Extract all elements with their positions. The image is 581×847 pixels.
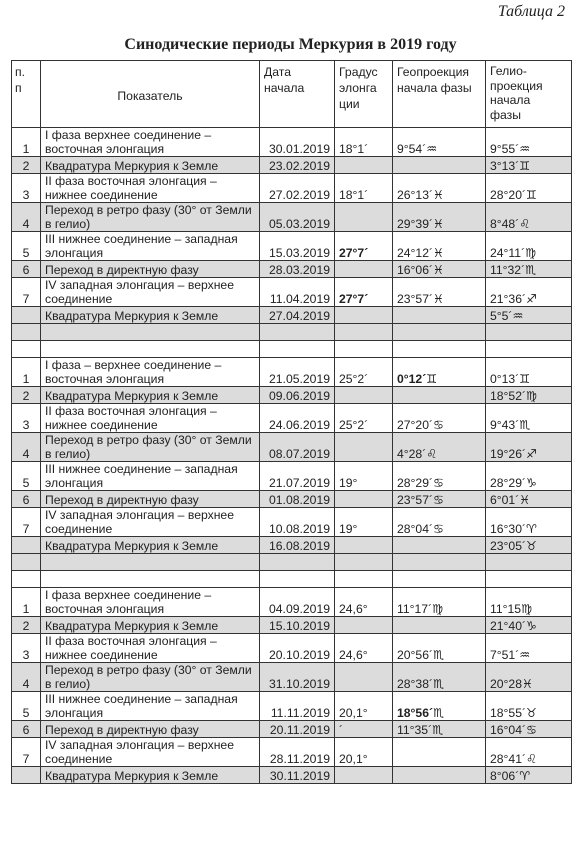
table-title: Синодические периоды Меркурия в 2019 году bbox=[124, 36, 457, 53]
cell-number bbox=[12, 537, 41, 554]
cell-geoprojection bbox=[393, 738, 486, 767]
cell-number: 1 bbox=[12, 128, 41, 157]
cell-geoprojection bbox=[393, 341, 486, 358]
cell-date: 04.09.2019 bbox=[260, 588, 335, 617]
cell-indicator: Квадратура Меркурия к Земле bbox=[41, 537, 260, 554]
cell-geoprojection: 23°57´♓ bbox=[393, 278, 486, 307]
cell-helioprojection: 16°30´♈ bbox=[486, 508, 572, 537]
cell-indicator: I фаза верхнее соединение – восточная элонгация bbox=[41, 128, 260, 157]
cell-helioprojection: 20°28♓ bbox=[486, 663, 572, 692]
cell-elongation bbox=[335, 387, 393, 404]
cell-indicator: II фаза восточная элонгация – нижнее соединение bbox=[41, 174, 260, 203]
cell-geoprojection bbox=[393, 387, 486, 404]
cell-date: 30.11.2019 bbox=[260, 767, 335, 784]
cell-indicator: III нижнее соединение – западная элонгация bbox=[41, 232, 260, 261]
cell-elongation: 19° bbox=[335, 462, 393, 491]
cell-number bbox=[12, 767, 41, 784]
cell-indicator: Переход в директную фазу bbox=[41, 261, 260, 278]
cell-elongation: 19° bbox=[335, 508, 393, 537]
cell-elongation bbox=[335, 663, 393, 692]
cell-helioprojection: 8°06´♈ bbox=[486, 767, 572, 784]
cell-date: 31.10.2019 bbox=[260, 663, 335, 692]
cell-indicator: III нижнее соединение – западная элонгация bbox=[41, 462, 260, 491]
table-row bbox=[12, 738, 572, 767]
cell-number: 7 bbox=[12, 278, 41, 307]
cell-elongation: 24,6° bbox=[335, 588, 393, 617]
cell-elongation bbox=[335, 341, 393, 358]
cell-date bbox=[260, 571, 335, 588]
cell-helioprojection: 6°01´♓ bbox=[486, 491, 572, 508]
header-elong-line-2: элонга bbox=[339, 81, 377, 95]
cell-geoprojection bbox=[393, 157, 486, 174]
cell-helioprojection: 18°52´♍ bbox=[486, 387, 572, 404]
cell-indicator: Квадратура Меркурия к Земле bbox=[41, 307, 260, 324]
cell-helioprojection: 9°43´♏ bbox=[486, 404, 572, 433]
cell-elongation bbox=[335, 324, 393, 341]
cell-date: 08.07.2019 bbox=[260, 433, 335, 462]
cell-helioprojection: 28°20´♊ bbox=[486, 174, 572, 203]
cell-indicator: II фаза восточная элонгация – нижнее соединение bbox=[41, 404, 260, 433]
header-date-line-2: начала bbox=[264, 81, 305, 95]
table-row bbox=[12, 433, 572, 462]
cell-date: 11.11.2019 bbox=[260, 692, 335, 721]
table-row bbox=[12, 232, 572, 261]
cell-geoprojection: 28°38´♏ bbox=[393, 663, 486, 692]
cell-helioprojection bbox=[486, 341, 572, 358]
cell-indicator: Квадратура Меркурия к Земле bbox=[41, 767, 260, 784]
header-elong-line-3: ции bbox=[339, 97, 360, 111]
cell-geoprojection: 11°35´♏ bbox=[393, 721, 486, 738]
cell-number: 6 bbox=[12, 491, 41, 508]
cell-elongation bbox=[335, 491, 393, 508]
table-row bbox=[12, 462, 572, 491]
cell-helioprojection: 23°05´♉ bbox=[486, 537, 572, 554]
table-row bbox=[12, 203, 572, 232]
spacer-row bbox=[12, 571, 572, 588]
spacer-row bbox=[12, 324, 572, 341]
cell-elongation: 20,1° bbox=[335, 692, 393, 721]
table-row bbox=[12, 617, 572, 634]
cell-elongation: 25°2´ bbox=[335, 358, 393, 387]
table-row bbox=[12, 767, 572, 784]
cell-indicator: Квадратура Меркурия к Земле bbox=[41, 387, 260, 404]
header-helio-line-1: Гелио- bbox=[490, 64, 527, 78]
cell-date: 27.04.2019 bbox=[260, 307, 335, 324]
cell-elongation bbox=[335, 433, 393, 462]
cell-date: 20.11.2019 bbox=[260, 721, 335, 738]
cell-helioprojection bbox=[486, 324, 572, 341]
cell-number: 7 bbox=[12, 738, 41, 767]
spacer-row bbox=[12, 341, 572, 358]
cell-geoprojection: 23°57´♋ bbox=[393, 491, 486, 508]
cell-indicator: I фаза верхнее соединение – восточная элонгация bbox=[41, 588, 260, 617]
header-geo-line-2: начала фазы bbox=[397, 81, 472, 95]
cell-number: 5 bbox=[12, 462, 41, 491]
table-row bbox=[12, 537, 572, 554]
cell-elongation: 18°1´ bbox=[335, 128, 393, 157]
cell-elongation: 20,1° bbox=[335, 738, 393, 767]
cell-geoprojection bbox=[393, 571, 486, 588]
table-row bbox=[12, 404, 572, 433]
cell-helioprojection: 8°48´♌ bbox=[486, 203, 572, 232]
cell-date: 24.06.2019 bbox=[260, 404, 335, 433]
header-num bbox=[12, 61, 41, 128]
cell-date: 28.03.2019 bbox=[260, 261, 335, 278]
cell-number: 4 bbox=[12, 203, 41, 232]
cell-date bbox=[260, 554, 335, 571]
cell-date: 21.07.2019 bbox=[260, 462, 335, 491]
cell-number bbox=[12, 571, 41, 588]
table-row bbox=[12, 278, 572, 307]
cell-helioprojection: 5°5´♒ bbox=[486, 307, 572, 324]
spacer-row bbox=[12, 554, 572, 571]
cell-elongation bbox=[335, 554, 393, 571]
cell-indicator: Переход в директную фазу bbox=[41, 721, 260, 738]
cell-number bbox=[12, 341, 41, 358]
cell-elongation bbox=[335, 307, 393, 324]
cell-helioprojection: 21°40´♑ bbox=[486, 617, 572, 634]
cell-elongation: 18°1´ bbox=[335, 174, 393, 203]
header-num-line-2: п bbox=[15, 81, 22, 95]
cell-helioprojection: 9°55´♒ bbox=[486, 128, 572, 157]
cell-geoprojection: 18°56´♏ bbox=[393, 692, 486, 721]
header-geo-line-1: Геопроекция bbox=[397, 65, 469, 79]
cell-geoprojection: 26°13´♓ bbox=[393, 174, 486, 203]
cell-indicator: Переход в директную фазу bbox=[41, 491, 260, 508]
cell-date: 11.04.2019 bbox=[260, 278, 335, 307]
cell-date: 10.08.2019 bbox=[260, 508, 335, 537]
cell-indicator: I фаза – верхнее соединение – восточная элонгация bbox=[41, 358, 260, 387]
cell-helioprojection: 7°51´♒ bbox=[486, 634, 572, 663]
cell-geoprojection bbox=[393, 767, 486, 784]
cell-geoprojection: 28°04´♋ bbox=[393, 508, 486, 537]
header-num-line-1: п. bbox=[15, 65, 25, 79]
cell-helioprojection: 11°32´♏ bbox=[486, 261, 572, 278]
header-date-line-1: Дата bbox=[264, 65, 291, 79]
cell-helioprojection: 28°41´♌ bbox=[486, 738, 572, 767]
cell-number: 3 bbox=[12, 404, 41, 433]
cell-date bbox=[260, 341, 335, 358]
cell-number: 4 bbox=[12, 663, 41, 692]
cell-number: 6 bbox=[12, 261, 41, 278]
table-row bbox=[12, 692, 572, 721]
cell-geoprojection bbox=[393, 617, 486, 634]
header-helioprojection bbox=[486, 61, 572, 128]
table-row bbox=[12, 307, 572, 324]
cell-geoprojection: 28°29´♋ bbox=[393, 462, 486, 491]
header-row bbox=[12, 61, 572, 128]
cell-helioprojection: 0°13´♊ bbox=[486, 358, 572, 387]
table-row bbox=[12, 491, 572, 508]
cell-date: 15.10.2019 bbox=[260, 617, 335, 634]
table-row bbox=[12, 387, 572, 404]
cell-number: 1 bbox=[12, 588, 41, 617]
cell-number: 5 bbox=[12, 232, 41, 261]
cell-number: 6 bbox=[12, 721, 41, 738]
cell-elongation bbox=[335, 157, 393, 174]
cell-helioprojection: 3°13´♊ bbox=[486, 157, 572, 174]
cell-geoprojection bbox=[393, 537, 486, 554]
cell-geoprojection: 11°17´♍ bbox=[393, 588, 486, 617]
cell-elongation: 25°2´ bbox=[335, 404, 393, 433]
header-elong-line-1: Градус bbox=[339, 65, 378, 79]
cell-date: 01.08.2019 bbox=[260, 491, 335, 508]
table-row bbox=[12, 588, 572, 617]
cell-indicator bbox=[41, 554, 260, 571]
cell-number: 5 bbox=[12, 692, 41, 721]
header-helio-line-3: начала bbox=[490, 93, 531, 107]
cell-geoprojection bbox=[393, 307, 486, 324]
table-row bbox=[12, 261, 572, 278]
cell-elongation bbox=[335, 261, 393, 278]
header-indicator: Показатель bbox=[41, 61, 260, 128]
cell-geoprojection bbox=[393, 324, 486, 341]
table-row bbox=[12, 358, 572, 387]
cell-number bbox=[12, 307, 41, 324]
cell-number: 3 bbox=[12, 634, 41, 663]
header-elongation bbox=[335, 61, 393, 128]
table-number-label: Таблица 2 bbox=[497, 3, 565, 20]
cell-elongation bbox=[335, 203, 393, 232]
cell-indicator: IV западная элонгация – верхнее соединение bbox=[41, 508, 260, 537]
cell-date: 21.05.2019 bbox=[260, 358, 335, 387]
table-row bbox=[12, 663, 572, 692]
header-helio-line-4: фазы bbox=[490, 107, 522, 122]
table-row bbox=[12, 634, 572, 663]
cell-date bbox=[260, 324, 335, 341]
header-geoprojection bbox=[393, 61, 486, 128]
cell-helioprojection: 11°15♍ bbox=[486, 588, 572, 617]
cell-number bbox=[12, 324, 41, 341]
cell-date: 28.11.2019 bbox=[260, 738, 335, 767]
cell-date: 09.06.2019 bbox=[260, 387, 335, 404]
cell-indicator: Квадратура Меркурия к Земле bbox=[41, 617, 260, 634]
cell-helioprojection: 28°29´♑ bbox=[486, 462, 572, 491]
cell-number: 2 bbox=[12, 157, 41, 174]
cell-elongation: 27°7´ bbox=[335, 278, 393, 307]
cell-geoprojection: 4°28´♌ bbox=[393, 433, 486, 462]
cell-geoprojection: 0°12´♊ bbox=[393, 358, 486, 387]
cell-elongation bbox=[335, 571, 393, 588]
cell-number: 2 bbox=[12, 617, 41, 634]
cell-helioprojection: 21°36´♐ bbox=[486, 278, 572, 307]
cell-indicator: IV западная элонгация – верхнее соединение bbox=[41, 278, 260, 307]
cell-geoprojection: 20°56´♏ bbox=[393, 634, 486, 663]
cell-elongation bbox=[335, 537, 393, 554]
header-helio-line-2: проекция bbox=[490, 78, 543, 93]
table-body bbox=[12, 128, 572, 784]
cell-helioprojection bbox=[486, 571, 572, 588]
cell-indicator: III нижнее соединение – западная элонгация bbox=[41, 692, 260, 721]
cell-number: 2 bbox=[12, 387, 41, 404]
cell-indicator: II фаза восточная элонгация – нижнее соединение bbox=[41, 634, 260, 663]
table-row bbox=[12, 721, 572, 738]
cell-helioprojection: 18°55´♉ bbox=[486, 692, 572, 721]
cell-date: 20.10.2019 bbox=[260, 634, 335, 663]
table-row bbox=[12, 174, 572, 203]
cell-helioprojection bbox=[486, 554, 572, 571]
cell-indicator: IV западная элонгация – верхнее соединение bbox=[41, 738, 260, 767]
cell-helioprojection: 16°04´♋ bbox=[486, 721, 572, 738]
cell-geoprojection: 24°12´♓ bbox=[393, 232, 486, 261]
cell-geoprojection: 29°39´♓ bbox=[393, 203, 486, 232]
cell-indicator: Переход в ретро фазу (30° от Земли в гелио) bbox=[41, 663, 260, 692]
cell-indicator: Квадратура Меркурия к Земле bbox=[41, 157, 260, 174]
cell-indicator bbox=[41, 324, 260, 341]
cell-elongation bbox=[335, 617, 393, 634]
cell-indicator bbox=[41, 341, 260, 358]
cell-geoprojection: 16°06´♓ bbox=[393, 261, 486, 278]
cell-geoprojection bbox=[393, 554, 486, 571]
header-date bbox=[260, 61, 335, 128]
cell-number: 1 bbox=[12, 358, 41, 387]
cell-indicator: Переход в ретро фазу (30° от Земли в гелио) bbox=[41, 203, 260, 232]
cell-elongation: ´ bbox=[335, 721, 393, 738]
cell-number: 4 bbox=[12, 433, 41, 462]
mercury-synodic-table bbox=[11, 60, 572, 784]
cell-geoprojection: 9°54´♒ bbox=[393, 128, 486, 157]
table-row bbox=[12, 157, 572, 174]
cell-elongation: 24,6° bbox=[335, 634, 393, 663]
cell-helioprojection: 19°26´♐ bbox=[486, 433, 572, 462]
table-row bbox=[12, 508, 572, 537]
cell-date: 16.08.2019 bbox=[260, 537, 335, 554]
cell-indicator: Переход в ретро фазу (30° от Земли в гелио) bbox=[41, 433, 260, 462]
cell-date: 23.02.2019 bbox=[260, 157, 335, 174]
cell-indicator bbox=[41, 571, 260, 588]
cell-elongation: 27°7´ bbox=[335, 232, 393, 261]
cell-geoprojection: 27°20´♋ bbox=[393, 404, 486, 433]
cell-date: 27.02.2019 bbox=[260, 174, 335, 203]
cell-elongation bbox=[335, 767, 393, 784]
cell-number: 3 bbox=[12, 174, 41, 203]
table-row bbox=[12, 128, 572, 157]
cell-number: 7 bbox=[12, 508, 41, 537]
cell-number bbox=[12, 554, 41, 571]
cell-date: 05.03.2019 bbox=[260, 203, 335, 232]
cell-date: 15.03.2019 bbox=[260, 232, 335, 261]
cell-helioprojection: 24°11´♍ bbox=[486, 232, 572, 261]
cell-date: 30.01.2019 bbox=[260, 128, 335, 157]
